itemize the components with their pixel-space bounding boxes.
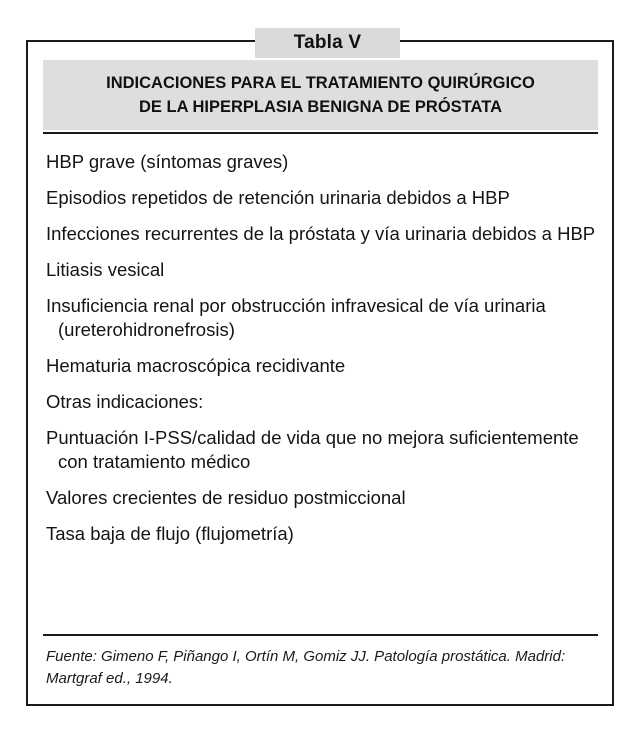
list-item: Insuficiencia renal por obstrucción infravesical de vía urinaria (ureterohidronefrosis)	[46, 295, 546, 340]
table-title-line-2: DE LA HIPERPLASIA BENIGNA DE PRÓSTATA	[138, 98, 503, 116]
table-title-line-1: INDICACIONES PARA EL TRATAMIENTO QUIRÚRGICO	[106, 74, 535, 92]
table-label: Tabla V	[255, 28, 400, 58]
list-item: HBP grave (síntomas graves)	[46, 151, 289, 172]
list-item: Puntuación I-PSS/calidad de vida que no mejora suficientemente con tratamiento médico	[46, 427, 579, 472]
indications-list	[46, 150, 602, 558]
source-citation: Fuente: Gimeno F, Piñango I, Ortín M, Gomiz JJ. Patología prostática. Madrid: Martgraf ed., 1994.	[46, 648, 566, 687]
list-item: Otras indicaciones:	[46, 391, 204, 412]
header-divider	[43, 132, 598, 134]
list-item: Infecciones recurrentes de la próstata y vía urinaria debidos a HBP	[46, 223, 596, 244]
list-item: Tasa baja de flujo (flujometría)	[46, 523, 294, 544]
list-item: Valores crecientes de residuo postmiccional	[46, 487, 406, 508]
list-item: Hematuria macroscópica recidivante	[46, 355, 346, 376]
footer-divider	[43, 634, 598, 636]
list-item: Litiasis vesical	[46, 259, 165, 280]
table-header	[43, 60, 598, 130]
list-item: Episodios repetidos de retención urinaria debidos a HBP	[46, 187, 510, 208]
